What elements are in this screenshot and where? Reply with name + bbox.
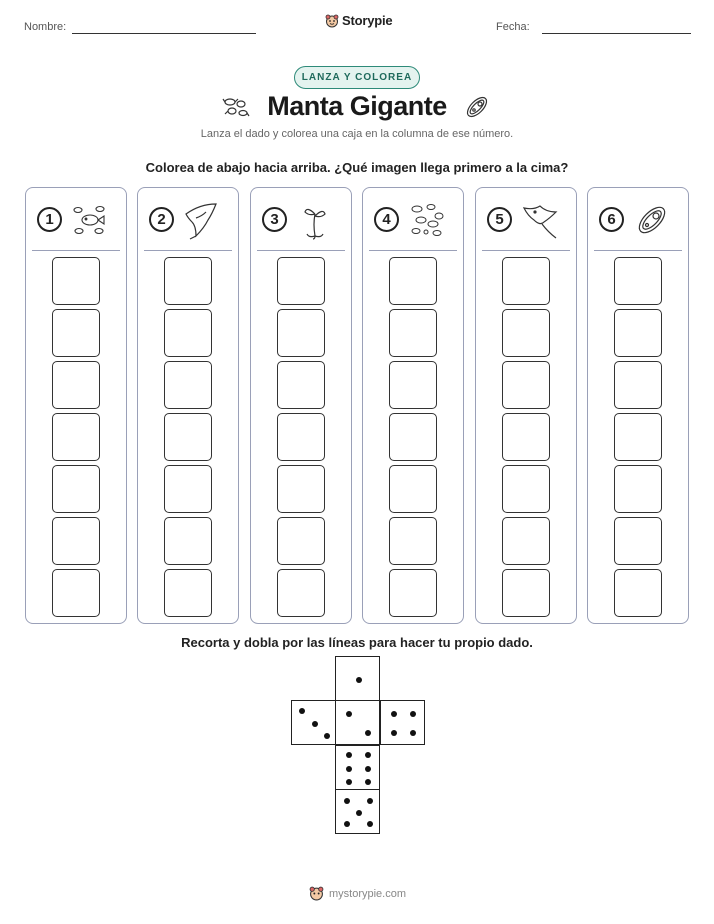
- microbe-icon: [632, 200, 672, 240]
- die-pip: [391, 730, 397, 736]
- die-pip: [365, 766, 371, 772]
- color-box[interactable]: [164, 257, 212, 305]
- column-6: [587, 187, 689, 624]
- color-box[interactable]: [614, 413, 662, 461]
- color-box[interactable]: [277, 569, 325, 617]
- color-box[interactable]: [164, 517, 212, 565]
- die-pip: [299, 708, 305, 714]
- color-box[interactable]: [52, 413, 100, 461]
- name-line[interactable]: [72, 33, 256, 34]
- die-face-3: [291, 700, 336, 745]
- color-box[interactable]: [502, 465, 550, 513]
- color-box[interactable]: [389, 569, 437, 617]
- color-box[interactable]: [277, 465, 325, 513]
- sea-plant-icon: [295, 200, 335, 240]
- page-title: Manta Gigante: [267, 91, 447, 121]
- color-box[interactable]: [502, 309, 550, 357]
- column-divider: [257, 250, 345, 251]
- color-box[interactable]: [277, 413, 325, 461]
- cut-instruction: Recorta y dobla por las líneas para hacer tu propio dado.: [181, 635, 533, 650]
- color-box[interactable]: [52, 361, 100, 409]
- date-label: Fecha:: [496, 21, 530, 33]
- color-box[interactable]: [52, 309, 100, 357]
- die-pip: [312, 721, 318, 727]
- column-4: [362, 187, 464, 624]
- column-number: 3: [262, 207, 287, 232]
- die-pip: [346, 711, 352, 717]
- die-pip: [365, 752, 371, 758]
- column-divider: [369, 250, 457, 251]
- storypie-logo-icon: [309, 886, 324, 901]
- color-box[interactable]: [502, 361, 550, 409]
- storypie-logo-icon: [325, 14, 339, 28]
- die-face-1: [335, 656, 380, 701]
- column-divider: [32, 250, 120, 251]
- plankton-icon: [407, 200, 447, 240]
- color-box[interactable]: [52, 465, 100, 513]
- stingray-icon: [520, 200, 560, 240]
- color-box[interactable]: [614, 517, 662, 565]
- column-divider: [594, 250, 682, 251]
- footer: [309, 886, 406, 901]
- color-box[interactable]: [614, 569, 662, 617]
- color-box[interactable]: [389, 413, 437, 461]
- column-number: 1: [37, 207, 62, 232]
- die-pip: [365, 730, 371, 736]
- die-face-2: [335, 700, 380, 745]
- color-box[interactable]: [277, 309, 325, 357]
- die-pip: [365, 779, 371, 785]
- die-pip: [346, 766, 352, 772]
- die-pip: [367, 798, 373, 804]
- color-box[interactable]: [502, 569, 550, 617]
- column-3: [250, 187, 352, 624]
- column-number: 5: [487, 207, 512, 232]
- die-pip: [410, 730, 416, 736]
- color-box[interactable]: [277, 361, 325, 409]
- die-face-5: [335, 789, 380, 834]
- color-box[interactable]: [614, 309, 662, 357]
- color-box[interactable]: [164, 413, 212, 461]
- activity-badge: LANZA Y COLOREA: [294, 66, 420, 89]
- fish-school-icon: [70, 200, 110, 240]
- color-box[interactable]: [502, 517, 550, 565]
- die-pip: [356, 810, 362, 816]
- column-2: [137, 187, 239, 624]
- color-box[interactable]: [614, 361, 662, 409]
- coloring-instruction: Colorea de abajo hacia arriba. ¿Qué imagen llega primero a la cima?: [145, 160, 569, 175]
- die-pip: [391, 711, 397, 717]
- color-box[interactable]: [389, 517, 437, 565]
- color-box[interactable]: [164, 465, 212, 513]
- name-label: Nombre:: [24, 21, 67, 33]
- color-box[interactable]: [502, 413, 550, 461]
- die-pip: [410, 711, 416, 717]
- color-box[interactable]: [389, 465, 437, 513]
- die-pip: [344, 798, 350, 804]
- column-number: 2: [149, 207, 174, 232]
- microbe-icon: [463, 93, 491, 121]
- die-pip: [346, 752, 352, 758]
- color-box[interactable]: [389, 309, 437, 357]
- color-box[interactable]: [52, 517, 100, 565]
- color-box[interactable]: [502, 257, 550, 305]
- color-box[interactable]: [277, 257, 325, 305]
- footer-url[interactable]: mystorypie.com: [329, 887, 407, 900]
- die-pip: [324, 733, 330, 739]
- column-number: 4: [374, 207, 399, 232]
- color-box[interactable]: [614, 257, 662, 305]
- subtitle: Lanza el dado y colorea una caja en la columna de ese número.: [200, 128, 514, 140]
- color-box[interactable]: [164, 361, 212, 409]
- brand-name: Storypie: [342, 13, 393, 28]
- color-box[interactable]: [164, 309, 212, 357]
- column-number: 6: [599, 207, 624, 232]
- die-pip: [346, 779, 352, 785]
- column-divider: [482, 250, 570, 251]
- color-box[interactable]: [52, 257, 100, 305]
- date-line[interactable]: [542, 33, 691, 34]
- color-box[interactable]: [389, 257, 437, 305]
- manta-ray-icon: [182, 200, 222, 240]
- column-1: [25, 187, 127, 624]
- die-face-4: [380, 700, 425, 745]
- color-box[interactable]: [52, 569, 100, 617]
- die-pip: [356, 677, 362, 683]
- color-box[interactable]: [614, 465, 662, 513]
- color-box[interactable]: [277, 517, 325, 565]
- die-face-6: [335, 745, 380, 790]
- brand: [325, 13, 392, 28]
- color-box[interactable]: [389, 361, 437, 409]
- column-divider: [144, 250, 232, 251]
- color-box[interactable]: [164, 569, 212, 617]
- die-pip: [344, 821, 350, 827]
- column-5: [475, 187, 577, 624]
- die-pip: [367, 821, 373, 827]
